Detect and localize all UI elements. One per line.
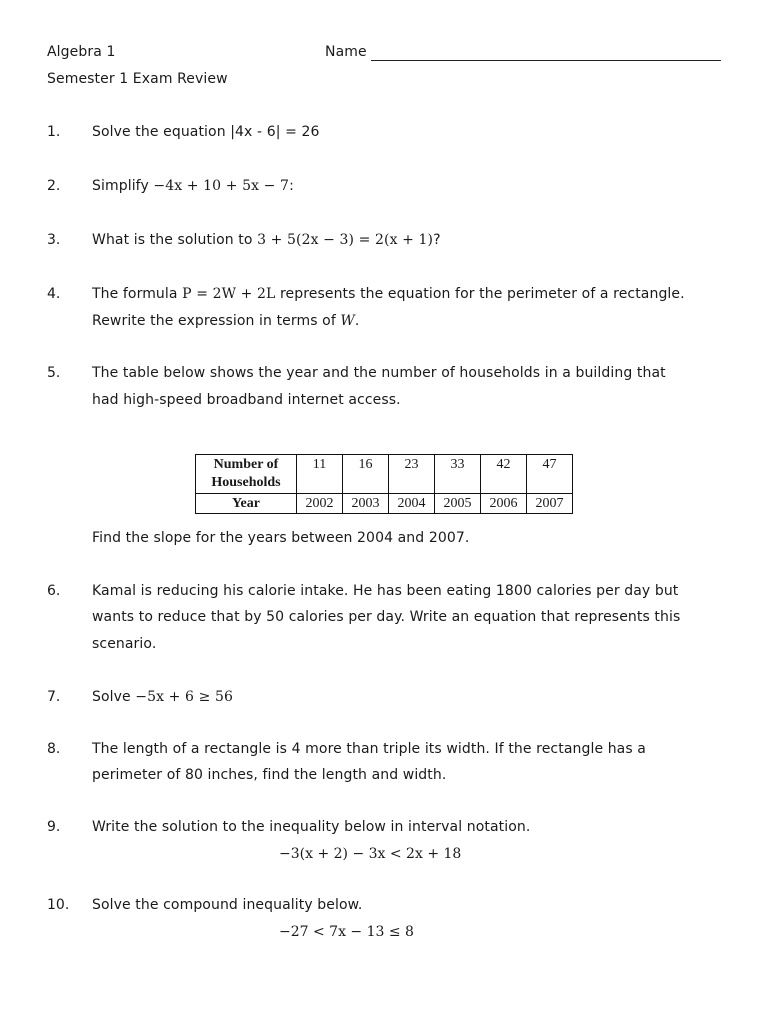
question-7-text: Solve −5x + 6 ≥ 56 <box>92 689 234 705</box>
page-subtitle: Semester 1 Exam Review <box>47 71 228 87</box>
question-6-line-2: wants to reduce that by 50 calories per day. Write an equation that represents this <box>92 609 681 625</box>
question-5-line-1: The table below shows the year and the number of households in a building that <box>92 365 666 381</box>
table-cell: 2003 <box>343 494 389 514</box>
table-cell: 23 <box>389 455 435 494</box>
question-number: 9. <box>47 819 61 835</box>
question-6-line-3: scenario. <box>92 636 157 652</box>
table-cell: 2004 <box>389 494 435 514</box>
question-number: 1. <box>47 124 61 140</box>
table-cell: 47 <box>527 455 573 494</box>
table-header-year: Year <box>196 494 297 514</box>
table-cell: 2005 <box>435 494 481 514</box>
table-header-households: Number of Households <box>196 455 297 494</box>
question-1-text: Solve the equation |4x - 6| = 26 <box>92 124 320 140</box>
question-number: 3. <box>47 232 61 248</box>
table-cell: 2002 <box>297 494 343 514</box>
question-5-line-2: had high-speed broadband internet access. <box>92 392 401 408</box>
question-5-followup: Find the slope for the years between 2004 and 2007. <box>92 530 470 546</box>
question-number: 7. <box>47 689 61 705</box>
question-number: 8. <box>47 741 61 757</box>
table-cell: 2006 <box>481 494 527 514</box>
table-cell: 2007 <box>527 494 573 514</box>
question-4-line-1: The formula P = 2W + 2L represents the equation for the perimeter of a rectangle. <box>92 286 685 302</box>
table-row <box>196 494 573 514</box>
question-9-inequality: −3(x + 2) − 3x < 2x + 18 <box>279 846 462 862</box>
question-9-text: Write the solution to the inequality below in interval notation. <box>92 819 531 835</box>
table-cell: 11 <box>297 455 343 494</box>
table-row <box>196 455 573 494</box>
question-number: 4. <box>47 286 61 302</box>
question-3-text: What is the solution to 3 + 5(2x − 3) = 2(x + 1)? <box>92 232 441 248</box>
households-table <box>195 454 573 514</box>
question-number: 2. <box>47 178 61 194</box>
question-number: 6. <box>47 583 61 599</box>
question-2-text: Simplify −4x + 10 + 5x − 7: <box>92 178 294 194</box>
name-blank-line <box>371 60 721 61</box>
name-label: Name <box>325 44 367 60</box>
table-cell: 16 <box>343 455 389 494</box>
question-4-line-2: Rewrite the expression in terms of W. <box>92 313 360 329</box>
question-10-inequality: −27 < 7x − 13 ≤ 8 <box>279 924 414 940</box>
question-10-text: Solve the compound inequality below. <box>92 897 363 913</box>
table-cell: 42 <box>481 455 527 494</box>
question-8-line-2: perimeter of 80 inches, find the length and width. <box>92 767 447 783</box>
question-number: 5. <box>47 365 61 381</box>
question-number: 10. <box>47 897 70 913</box>
course-title: Algebra 1 <box>47 44 116 60</box>
question-6-line-1: Kamal is reducing his calorie intake. He has been eating 1800 calories per day but <box>92 583 679 599</box>
table-cell: 33 <box>435 455 481 494</box>
question-8-line-1: The length of a rectangle is 4 more than triple its width. If the rectangle has a <box>92 741 646 757</box>
